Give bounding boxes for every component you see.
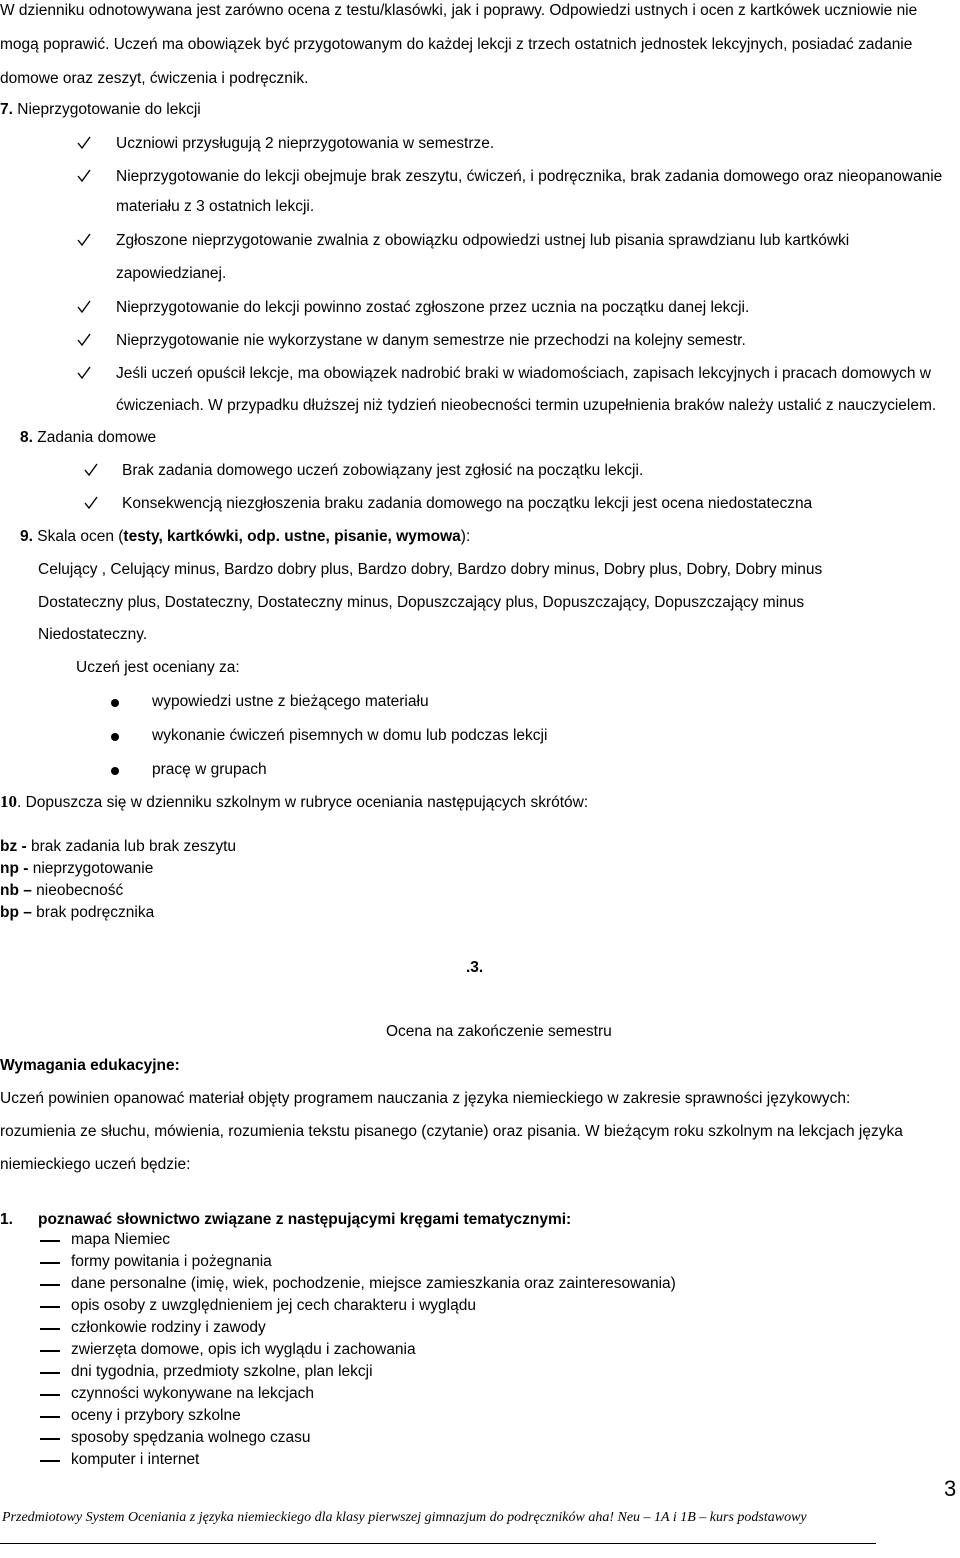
dash-icon bbox=[40, 1262, 60, 1264]
section-10-number: 10 bbox=[0, 792, 17, 811]
section-9-title-a: Skala ocen ( bbox=[32, 528, 124, 545]
intro-line-1: W dzienniku odnotowywana jest zarówno ocena z testu/klasówki, jak i poprawy. Odpowiedzi ustnych i ocen z kartkówek uczniowie nie bbox=[0, 2, 918, 19]
abbr-text: brak zadania lub brak zeszytu bbox=[31, 838, 237, 855]
abbr-text: nieprzygotowanie bbox=[32, 860, 154, 877]
assessed-label: Uczeń jest oceniany za: bbox=[76, 659, 240, 676]
dash-icon bbox=[40, 1438, 60, 1440]
topic-item: formy powitania i pożegnania bbox=[71, 1253, 272, 1270]
checkmark-icon bbox=[84, 496, 96, 510]
s7-item-1: Uczniowi przysługują 2 nieprzygotowania w semestrze. bbox=[116, 135, 495, 152]
abbr-code: bz bbox=[0, 838, 18, 855]
dash-icon bbox=[40, 1416, 60, 1418]
semester-title: Ocena na zakończenie semestru bbox=[386, 1023, 612, 1040]
section-9-number: 9. bbox=[20, 528, 33, 545]
s8-item-2: Konsekwencją niezgłoszenia braku zadania domowego na początku lekcji jest ocena niedostateczna bbox=[122, 495, 813, 512]
abbr-row bbox=[0, 903, 154, 923]
grade-scale-line-2: Dostateczny plus, Dostateczny, Dostateczny minus, Dopuszczający plus, Dopuszczający, Dopuszczający minus bbox=[38, 594, 805, 611]
checkmark-icon bbox=[84, 463, 96, 477]
abbr-row bbox=[0, 859, 153, 879]
s7-item-3-line-1: Zgłoszone nieprzygotowanie zwalnia z obowiązku odpowiedzi ustnej lub pisania sprawdzianu lub kartkówki bbox=[116, 232, 850, 249]
assessed-item-2: wykonanie ćwiczeń pisemnych w domu lub podczas lekcji bbox=[152, 727, 548, 744]
abbr-separator: – bbox=[18, 882, 37, 899]
abbr-separator: - bbox=[18, 860, 33, 877]
topic-item: dane personalne (imię, wiek, pochodzenie, miejsce zamieszkania oraz zainteresowania) bbox=[71, 1275, 676, 1292]
section-10-title: . Dopuszcza się w dzienniku szkolnym w rubryce oceniania następujących skrótów: bbox=[17, 794, 589, 811]
s7-item-3-line-2: zapowiedzianej. bbox=[116, 265, 227, 282]
dash-icon bbox=[40, 1460, 60, 1462]
abbr-code: nb bbox=[0, 882, 19, 899]
requirements-label: Wymagania edukacyjne: bbox=[0, 1057, 180, 1074]
topic-item: członkowie rodziny i zawody bbox=[71, 1319, 266, 1336]
requirements-line-2: rozumienia ze słuchu, mówienia, rozumienia tekstu pisanego (czytanie) oraz pisania. W bieżącym roku szkolnym na lekcjach języka bbox=[0, 1123, 903, 1140]
s7-item-6-line-1: Jeśli uczeń opuścił lekcje, ma obowiązek nadrobić braki w wiadomościach, zapisach lekcyjnych i pracach domowych w bbox=[116, 365, 931, 382]
abbr-code: np bbox=[0, 860, 19, 877]
section-8-heading bbox=[20, 428, 156, 448]
topic-item: dni tygodnia, przedmioty szkolne, plan lekcji bbox=[71, 1363, 373, 1380]
footer-text: Przedmiotowy System Oceniania z języka niemieckiego dla klasy pierwszej gimnazjum do podręczników aha! Neu – 1A i 1B – kurs podstawowy bbox=[2, 1510, 807, 1525]
topic-item: sposoby spędzania wolnego czasu bbox=[71, 1429, 311, 1446]
section-7-title: Nieprzygotowanie do lekcji bbox=[12, 101, 201, 118]
dash-icon bbox=[40, 1284, 60, 1286]
footer-divider bbox=[0, 1543, 876, 1544]
dash-icon bbox=[40, 1306, 60, 1308]
checkmark-icon bbox=[77, 233, 89, 247]
abbr-row bbox=[0, 837, 236, 857]
s7-item-2-line-2: materiału z 3 ostatnich lekcji. bbox=[116, 198, 315, 215]
checkmark-icon bbox=[77, 300, 89, 314]
abbr-text: brak podręcznika bbox=[36, 904, 155, 921]
section-9-heading bbox=[20, 527, 470, 547]
section-8-number: 8. bbox=[20, 429, 33, 446]
abbr-row bbox=[0, 881, 123, 901]
bullet-icon bbox=[111, 733, 119, 741]
section-9-title-d: ): bbox=[460, 528, 471, 545]
dash-icon bbox=[40, 1350, 60, 1352]
assessed-item-3: pracę w grupach bbox=[152, 761, 267, 778]
dash-icon bbox=[40, 1372, 60, 1374]
intro-line-3: domowe oraz zeszyt, ćwiczenia i podręcznik. bbox=[0, 70, 309, 87]
topic-item: zwierzęta domowe, opis ich wyglądu i zachowania bbox=[71, 1341, 416, 1358]
point-title: poznawać słownictwo związane z następującymi kręgami tematycznymi: bbox=[38, 1211, 572, 1228]
dash-icon bbox=[40, 1240, 60, 1242]
abbr-code: bp bbox=[0, 904, 19, 921]
abbr-separator: – bbox=[18, 904, 37, 921]
assessed-item-1: wypowiedzi ustne z bieżącego materiału bbox=[152, 693, 429, 710]
checkmark-icon bbox=[77, 366, 89, 380]
section-10-heading bbox=[0, 792, 588, 813]
section-8-title: Zadania domowe bbox=[32, 429, 157, 446]
section-number-3: .3. bbox=[466, 959, 484, 976]
dash-icon bbox=[40, 1394, 60, 1396]
abbr-text: nieobecność bbox=[36, 882, 124, 899]
dash-icon bbox=[40, 1328, 60, 1330]
topic-item: mapa Niemiec bbox=[71, 1231, 171, 1248]
s7-item-6-line-2: ćwiczeniach. W przypadku dłuższej niż tydzień nieobecności termin uzupełnienia braków należy ustalić z nauczycielem. bbox=[116, 397, 937, 414]
checkmark-icon bbox=[77, 169, 89, 183]
requirements-line-3: niemieckiego uczeń będzie: bbox=[0, 1156, 191, 1173]
s8-item-1: Brak zadania domowego uczeń zobowiązany jest zgłosić na początku lekcji. bbox=[122, 462, 644, 479]
abbr-separator: - bbox=[17, 838, 31, 855]
topic-item: komputer i internet bbox=[71, 1451, 200, 1468]
point-number: 1. bbox=[0, 1211, 13, 1228]
section-7-heading bbox=[0, 100, 201, 120]
grade-scale-line-1: Celujący , Celujący minus, Bardzo dobry plus, Bardzo dobry, Bardzo dobry minus, Dobry plus, Dobry, Dobry minus bbox=[38, 561, 823, 578]
section-9-title-b: testy, kartkówki, odp. bbox=[123, 528, 280, 545]
bullet-icon bbox=[111, 767, 119, 775]
topic-item: czynności wykonywane na lekcjach bbox=[71, 1385, 314, 1402]
intro-line-2: mogą poprawić. Uczeń ma obowiązek być przygotowanym do każdej lekcji z trzech ostatnich jednostek lekcyjnych, posiadać zadanie bbox=[0, 36, 913, 53]
section-7-number: 7. bbox=[0, 101, 13, 118]
grade-scale-line-3: Niedostateczny. bbox=[38, 626, 148, 643]
s7-item-4: Nieprzygotowanie do lekcji powinno zostać zgłoszone przez ucznia na początku danej lekcji. bbox=[116, 299, 750, 316]
page-number: 3 bbox=[944, 1476, 957, 1501]
checkmark-icon bbox=[77, 333, 89, 347]
section-9-title-c: ustne, pisanie, wymowa bbox=[279, 528, 461, 545]
bullet-icon bbox=[111, 699, 119, 707]
s7-item-5: Nieprzygotowanie nie wykorzystane w danym semestrze nie przechodzi na kolejny semestr. bbox=[116, 332, 746, 349]
s7-item-2-line-1: Nieprzygotowanie do lekcji obejmuje brak zeszytu, ćwiczeń, i podręcznika, brak zadania domowego oraz nieopanowanie bbox=[116, 168, 943, 185]
checkmark-icon bbox=[77, 136, 89, 150]
topic-item: oceny i przybory szkolne bbox=[71, 1407, 241, 1424]
topic-item: opis osoby z uwzględnieniem jej cech charakteru i wyglądu bbox=[71, 1297, 476, 1314]
requirements-line-1: Uczeń powinien opanować materiał objęty programem nauczania z języka niemieckiego w zakresie sprawności językowych: bbox=[0, 1090, 851, 1107]
